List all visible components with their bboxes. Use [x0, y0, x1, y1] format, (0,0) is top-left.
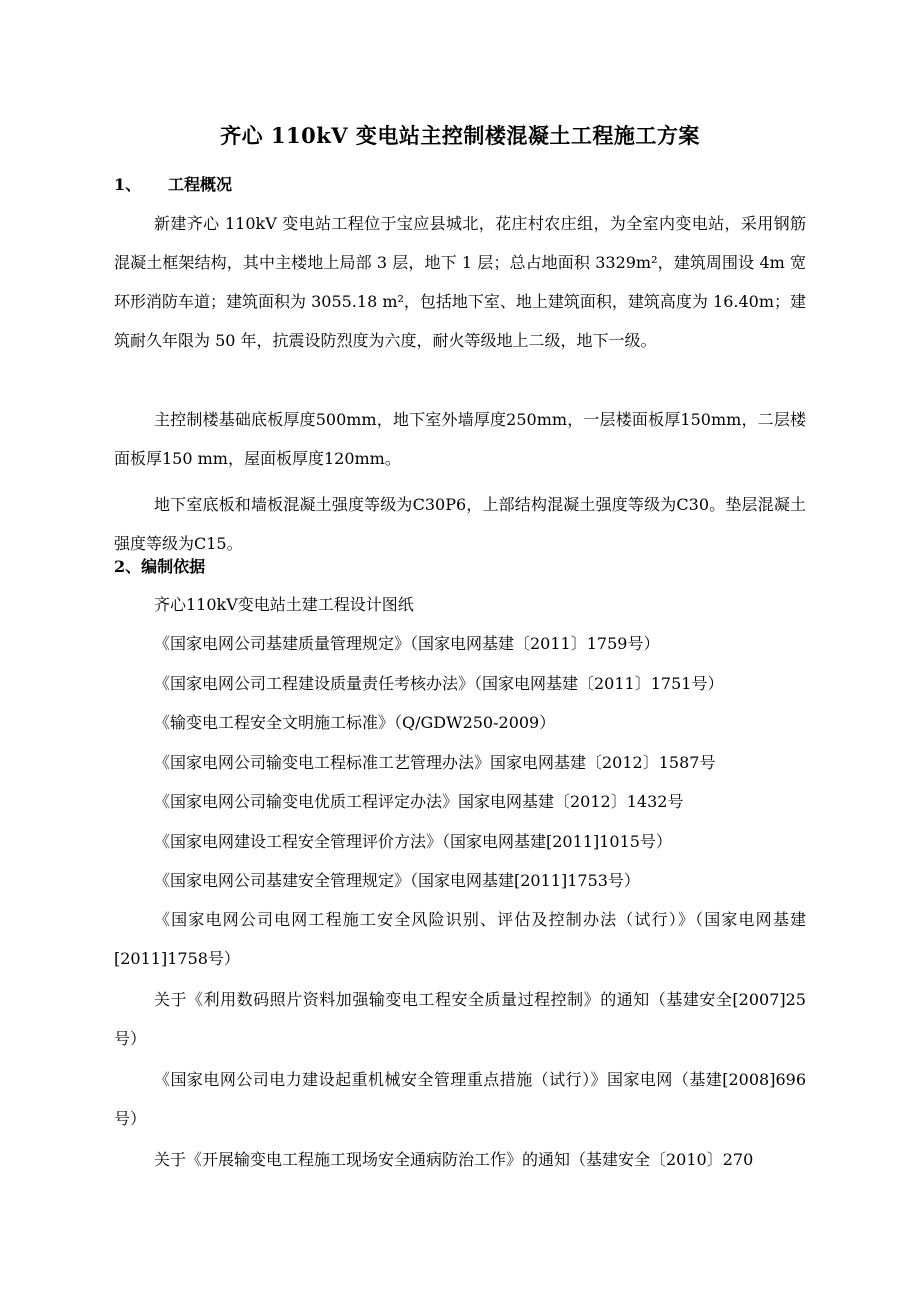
basis-item: 《国家电网公司基建质量管理规定》（国家电网基建〔2011〕1759号） [154, 634, 660, 653]
overview-paragraph-1: 新建齐心 110kV 变电站工程位于宝应县城北，花庄村农庄组，为全室内变电站，采用钢筋混凝土框架结构，其中主楼地上局部 3 层，地下 1 层；总占地面积 3329m²，建筑周围设 4m 宽环形消防车道；建筑面积为 3055.18 m²，包括地下室、地上建筑面积，建筑高度为 16.40m；建筑耐久年限为 50 年，抗震设防烈度为六度，耐火等级地上二级，地下一级。 [114, 214, 806, 350]
basis-item: 《国家电网公司基建安全管理规定》（国家电网基建[2011]1753号） [154, 871, 640, 890]
document-title: 齐心 110kV 变电站主控制楼混凝土工程施工方案 [220, 123, 700, 148]
basis-item: 《国家电网公司输变电工程标准工艺管理办法》国家电网基建〔2012〕1587号 [154, 753, 716, 772]
basis-item: 《国家电网公司输变电优质工程评定办法》国家电网基建〔2012〕1432号 [154, 792, 684, 811]
section-1-heading [114, 172, 232, 198]
basis-item: 齐心110kV变电站土建工程设计图纸 [154, 595, 414, 614]
overview-paragraph-3: 地下室底板和墙板混凝土强度等级为C30P6，上部结构混凝土强度等级为C30。垫层混凝土强度等级为C15。 [114, 495, 806, 553]
section-1-number: 1、 [114, 175, 142, 194]
basis-item-long: 关于《利用数码照片资料加强输变电工程安全质量过程控制》的通知（基建安全[2007]25号） [114, 990, 806, 1048]
basis-item: 《输变电工程安全文明施工标准》（Q/GDW250-2009） [154, 713, 556, 732]
section-1-title: 工程概况 [168, 175, 233, 194]
section-2-heading: 2、编制依据 [114, 557, 206, 576]
basis-item-long: 《国家电网公司电网工程施工安全风险识别、评估及控制办法（试行）》（国家电网基建[2011]1758号） [114, 910, 806, 968]
basis-item: 《国家电网公司工程建设质量责任考核办法》（国家电网基建〔2011〕1751号） [154, 674, 724, 693]
basis-item-long: 关于《开展输变电工程施工现场安全通病防治工作》的通知（基建安全〔2010〕270 [154, 1150, 754, 1169]
overview-paragraph-2: 主控制楼基础底板厚度500mm，地下室外墙厚度250mm，一层楼面板厚150mm，二层楼面板厚150 mm，屋面板厚度120mm。 [114, 410, 806, 468]
basis-item-long: 《国家电网公司电力建设起重机械安全管理重点措施（试行）》国家电网（基建[2008]696号） [114, 1070, 806, 1128]
basis-item: 《国家电网建设工程安全管理评价方法》（国家电网基建[2011]1015号） [154, 832, 672, 851]
